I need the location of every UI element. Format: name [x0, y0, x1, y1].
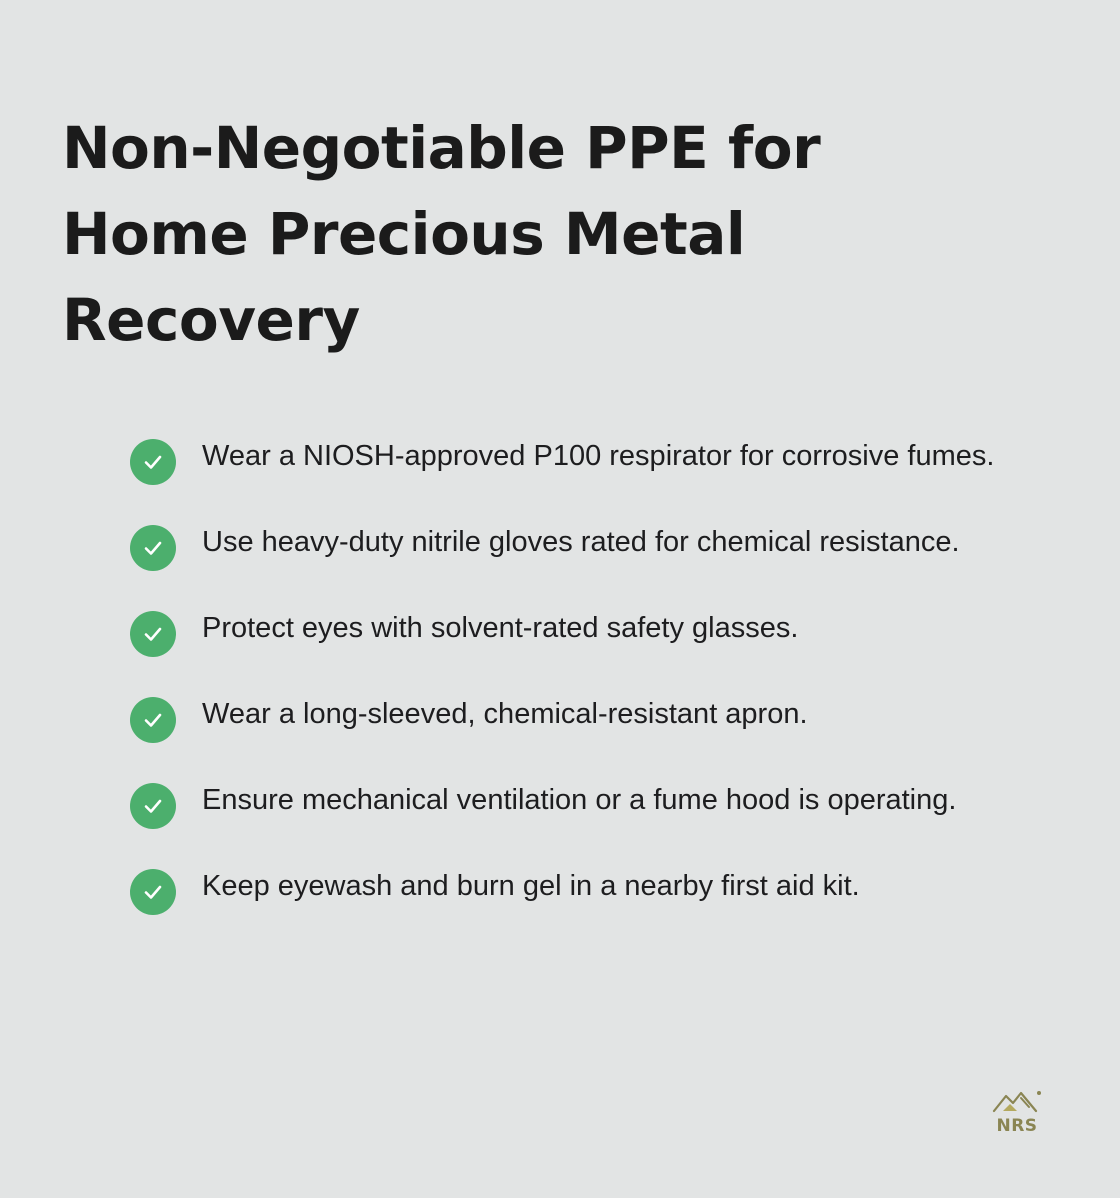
page-title: Non-Negotiable PPE for Home Precious Metal Recovery — [62, 114, 821, 354]
roof-mountain-icon — [984, 1089, 1050, 1115]
check-icon — [130, 611, 176, 657]
brand-logo-text: NRS — [996, 1116, 1038, 1136]
list-item-label: Use heavy-duty nitrile gloves rated for chemical resistance. — [202, 526, 960, 559]
check-icon — [130, 439, 176, 485]
list-item — [0, 521, 1120, 571]
list-item — [0, 693, 1120, 743]
list-item-label: Wear a long-sleeved, chemical-resistant apron. — [202, 698, 808, 731]
list-item-label: Ensure mechanical ventilation or a fume hood is operating. — [202, 784, 957, 817]
check-icon — [130, 697, 176, 743]
list-item-label: Wear a NIOSH-approved P100 respirator for corrosive fumes. — [202, 440, 995, 473]
brand-logo — [984, 1089, 1050, 1136]
ppe-checklist — [0, 435, 1120, 951]
check-icon — [130, 783, 176, 829]
list-item — [0, 779, 1120, 829]
check-icon — [130, 525, 176, 571]
list-item-label: Protect eyes with solvent-rated safety glasses. — [202, 612, 799, 645]
list-item — [0, 607, 1120, 657]
check-icon — [130, 869, 176, 915]
list-item — [0, 435, 1120, 485]
list-item-label: Keep eyewash and burn gel in a nearby first aid kit. — [202, 870, 860, 903]
list-item — [0, 865, 1120, 915]
